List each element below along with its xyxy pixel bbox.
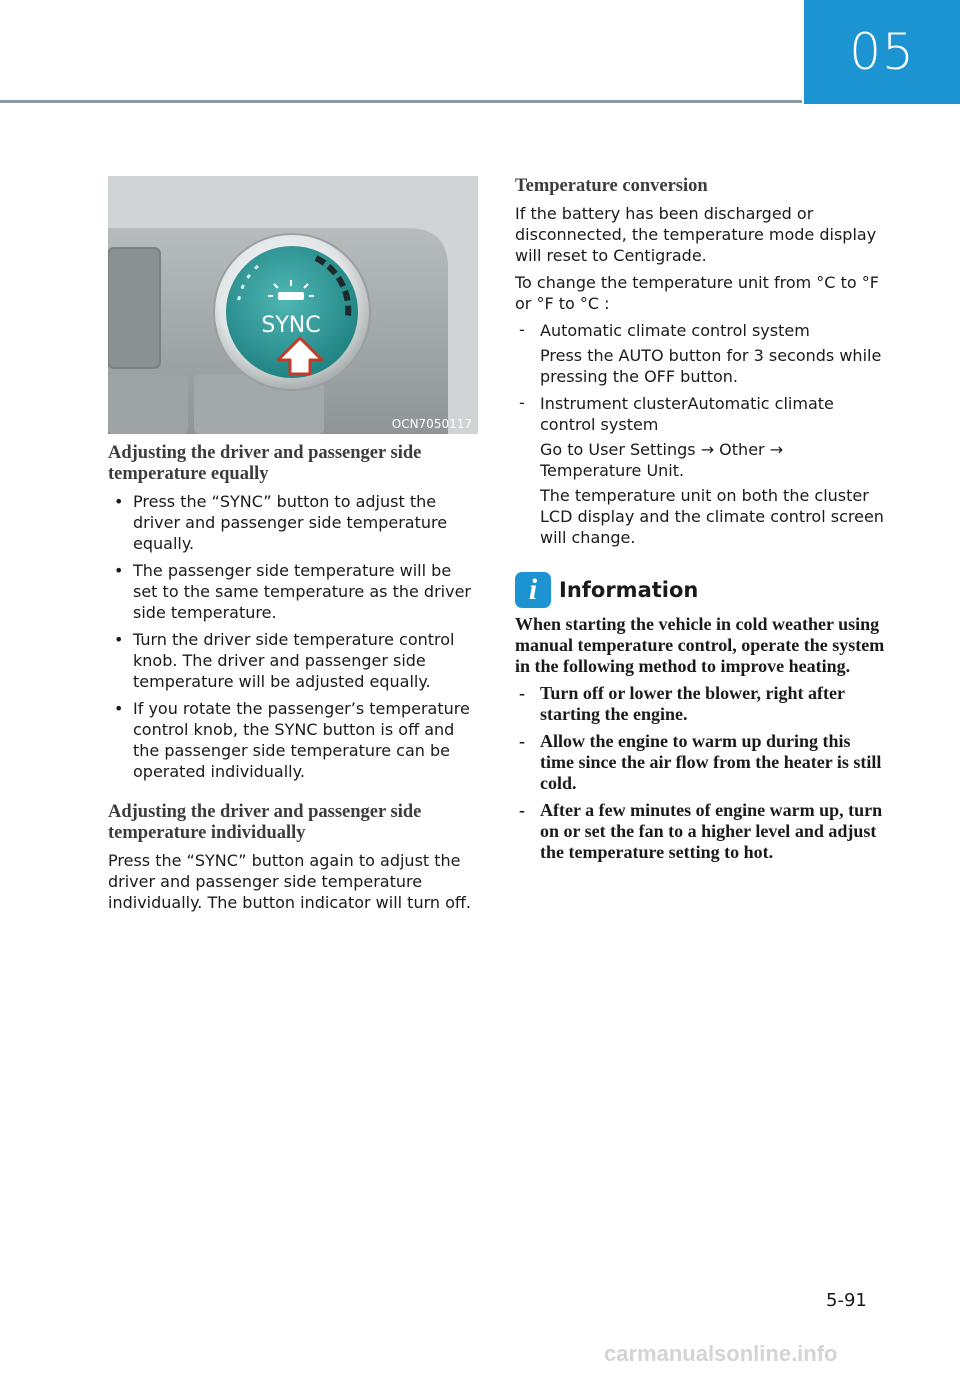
item-text: The temperature unit on both the cluster LCD display and the climate control screen will change.: [540, 486, 884, 547]
list-item: • If you rotate the passenger’s temperature control knob, the SYNC button is off and the passenger side temperature can be operated individually.: [114, 699, 470, 781]
list-item: - Automatic climate control system: [515, 320, 887, 341]
item-title: Instrument clusterAutomatic climate control system: [540, 394, 834, 434]
figure-code: OCN7050117: [391, 417, 472, 431]
heading-individual: Adjusting the driver and passenger side temperature individually: [108, 802, 422, 843]
information-intro: When starting the vehicle in cold weather using manual temperature control, operate the system in the following method to improve heating.: [515, 614, 885, 676]
list-item: • Press the “SYNC” button to adjust the driver and passenger side temperature equally.: [114, 492, 448, 553]
heading-equal: Adjusting the driver and passenger side temperature equally: [108, 443, 422, 484]
sync-button-illustration: [108, 176, 478, 434]
item-text: Go to User Settings → Other → Temperature Unit.: [540, 440, 784, 480]
heading-temp-conversion: Temperature conversion: [515, 176, 708, 196]
bullet-list: [108, 491, 478, 782]
information-body: [515, 614, 887, 863]
list-item: - Allow the engine to warm up during this time since the air flow from the heater is still cold.: [519, 731, 882, 793]
list-item: - Instrument clusterAutomatic climate control system: [515, 393, 887, 435]
paragraph-reset: If the battery has been discharged or disconnected, the temperature mode display will reset to Centigrade.: [515, 204, 877, 265]
paragraph-individual: Press the “SYNC” button again to adjust the driver and passenger side temperature individually. The button indicator will turn off.: [108, 851, 472, 912]
page-number: 5-91: [826, 1290, 867, 1311]
chapter-tab: 05: [804, 0, 960, 104]
info-icon: i: [515, 572, 551, 608]
sync-label: SYNC: [261, 313, 321, 338]
sync-button-figure: [108, 176, 478, 434]
watermark: carmanualsonline.info: [604, 1341, 838, 1366]
information-title: Information: [559, 578, 699, 602]
right-column: [515, 176, 887, 863]
item-text: Press the AUTO button for 3 seconds while pressing the OFF button.: [540, 346, 882, 386]
left-column: [108, 176, 478, 913]
item-title: Automatic climate control system: [540, 321, 810, 340]
list-item: • Turn the driver side temperature control knob. The driver and passenger side temperature will be adjusted equally.: [114, 630, 455, 691]
information-header: [515, 572, 887, 608]
paragraph-change-unit: To change the temperature unit from °C to °F or °F to °C :: [515, 273, 879, 313]
list-item: - Turn off or lower the blower, right after starting the engine.: [519, 683, 845, 724]
header-rule: [0, 100, 802, 103]
list-item: • The passenger side temperature will be set to the same temperature as the driver side temperature.: [114, 561, 471, 622]
list-item: - After a few minutes of engine warm up, turn on or set the fan to a higher level and adjust the temperature setting to hot.: [519, 800, 883, 862]
